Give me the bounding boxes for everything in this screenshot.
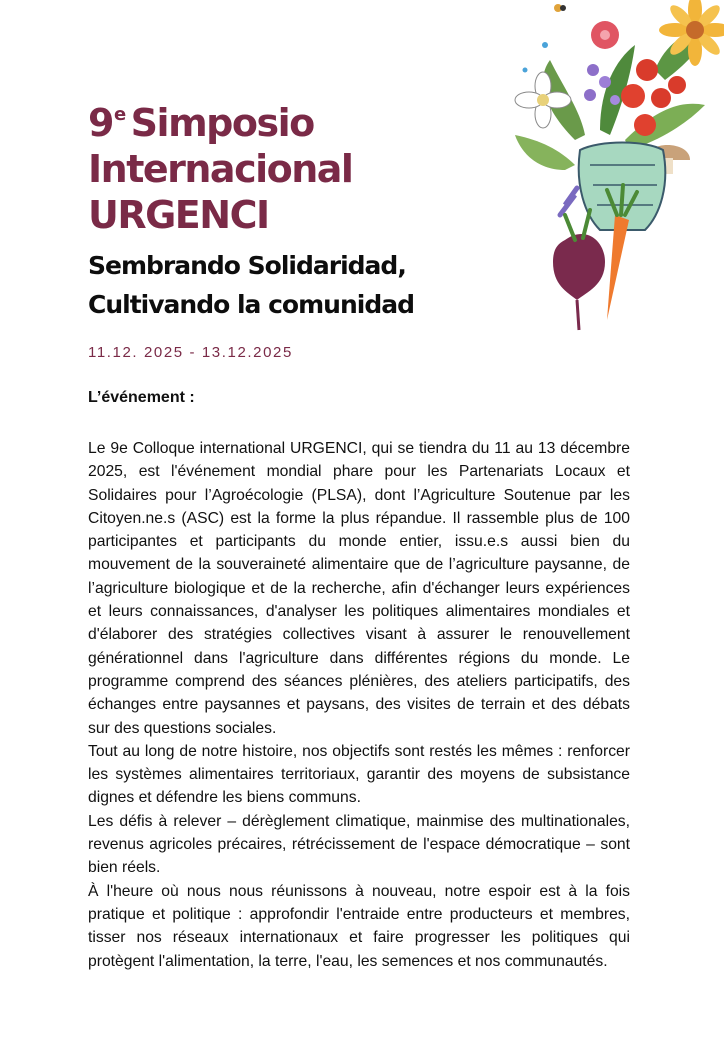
title-line-2: Internacional <box>88 147 353 191</box>
subtitle-line-2: Cultivando la comunidad <box>88 290 414 319</box>
paragraph-3: Les défis à relever – dérèglement climatique, mainmise des multinationales, revenus agricoles précaires, rétrécissement de l'espace démocratique – sont bien réels. <box>88 812 630 877</box>
event-title <box>88 92 468 238</box>
event-dates: 11.12. 2025 - 13.12.2025 <box>88 344 293 361</box>
subtitle-line-1: Sembrando Solidaridad, <box>88 251 406 280</box>
paragraph-4: À l'heure où nous nous réunissons à nouveau, notre espoir est à la fois pratique et politique : approfondir l'entraide entre producteurs et membres, tisser nos réseaux internationaux et faire progresser les politiques qui protègent l'alimentation, la terre, l'eau, les semences et nos communautés. <box>88 882 630 970</box>
section-heading: L’événement : <box>88 389 195 406</box>
paragraph-1: Le 9e Colloque international URGENCI, qui se tiendra du 11 au 13 décembre 2025, est l'événement mondial phare pour les Partenariats Locaux et Solidaires pour l’Agroécologie (PLSA), dont l’Agriculture Soutenue par les Citoyen.ne.s (ASC) est la forme la plus répandue. Il rassemble plus de 100 participantes et participants du monde entier, issu.e.s aussi bien du mouvement de la souveraineté alimentaire que de l’agriculture paysanne, de l’agriculture biologique et de la recherche, afin d'échanger leurs expériences et leurs connaissances, d'analyser les politiques alimentaires mondiales et d'élaborer des stratégies collectives visant à assurer le renouvellement générationnel dans l'agriculture dans différentes régions du monde. Le programme comprend des séances plénières, des ateliers participatifs, des échanges entre paysannes et paysans, des visites de terrain et des débats sur des questions sociales. <box>88 440 630 737</box>
bouquet-illustration-icon <box>505 0 724 345</box>
event-subtitle <box>88 246 488 324</box>
event-description <box>88 437 630 973</box>
paragraph-2: Tout au long de notre histoire, nos objectifs sont restés les mêmes : renforcer les systèmes alimentaires territoriaux, garantir des moyens de subsistance dignes et défendre les biens communs. <box>88 742 630 807</box>
title-line-1: 9e Simposio <box>88 101 314 145</box>
title-line-3: URGENCI <box>88 193 269 237</box>
